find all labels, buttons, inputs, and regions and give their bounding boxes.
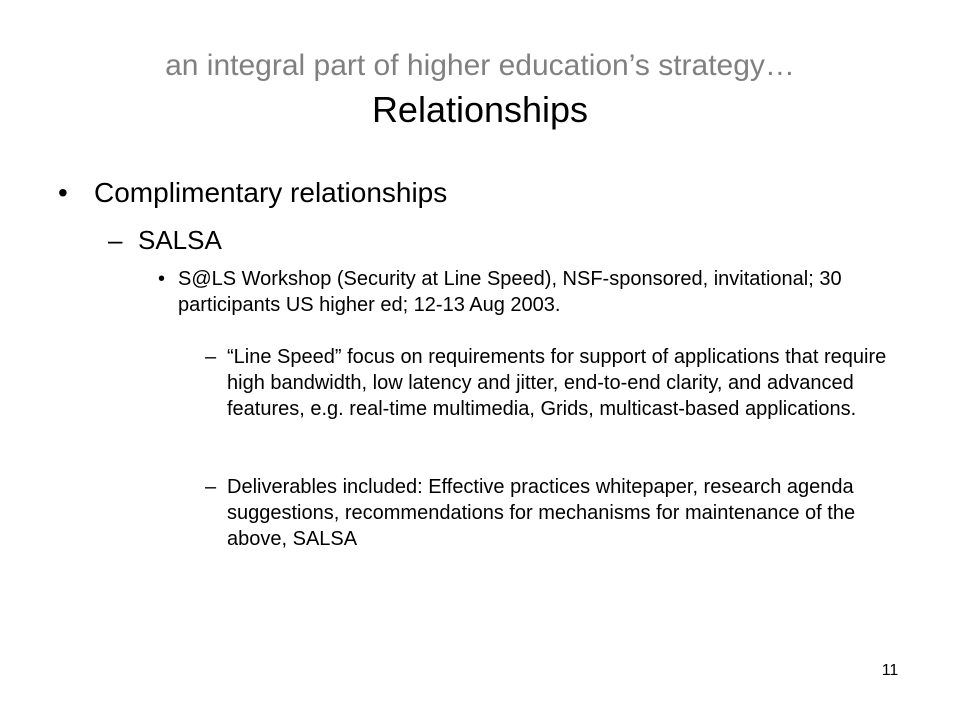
page-number: 11 xyxy=(881,662,899,679)
bullet-marker: • xyxy=(58,177,68,208)
bullet-text: S@LS Workshop (Security at Line Speed), NSF-sponsored, invitational; 30 participants US higher ed; 12-13 Aug 2003. xyxy=(178,268,842,316)
slide-subtitle: an integral part of higher education’s strategy… xyxy=(165,49,795,82)
bullet-text: SALSA xyxy=(138,225,222,255)
bullet-text: Deliverables included: Effective practices whitepaper, research agenda suggestions, recommendations for mechanisms for maintenance of the above, SALSA xyxy=(227,476,856,550)
dash-marker: – xyxy=(108,225,123,255)
bullet-text: Complimentary relationships xyxy=(94,177,448,208)
bullet-text: “Line Speed” focus on requirements for support of applications that require high bandwidth, low latency and jitter, end-to-end clarity, and advanced features, e.g. real-time multimedia, Grids, multicast-based applications. xyxy=(227,346,887,420)
dash-marker: – xyxy=(205,476,217,498)
slide-title: Relationships xyxy=(371,89,589,130)
dash-marker: – xyxy=(205,346,217,368)
bullet-marker: • xyxy=(158,268,166,290)
